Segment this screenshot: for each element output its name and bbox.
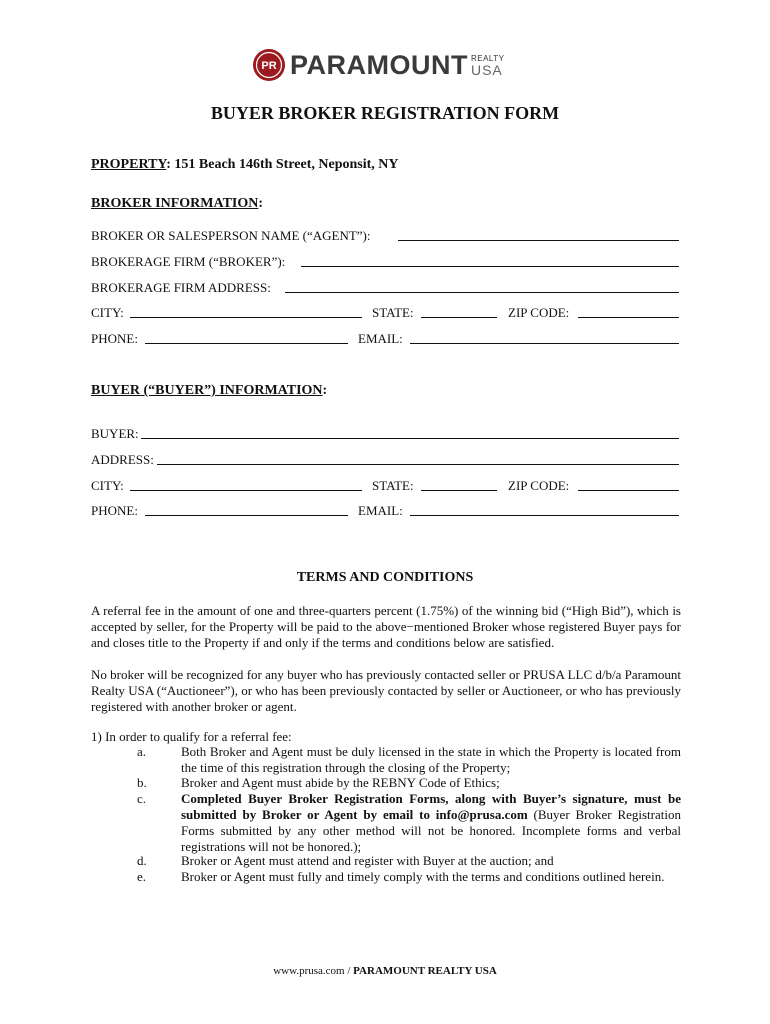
broker-phone-label: PHONE: [91, 331, 138, 346]
broker-info-heading: BROKER INFORMATION: [91, 196, 264, 211]
agent-name-label: BROKER OR SALESPERSON NAME (“AGENT”): [91, 228, 371, 243]
terms-item-letter: d. [137, 853, 147, 868]
form-title: BUYER BROKER REGISTRATION FORM [210, 103, 560, 123]
terms-intro: 1) In order to qualify for a referral fee: [91, 729, 292, 744]
buyer-email-field[interactable] [410, 515, 679, 516]
buyer-zip-label: ZIP CODE: [508, 478, 570, 493]
broker-phone-field[interactable] [145, 343, 348, 344]
broker-email-label: EMAIL: [358, 331, 403, 346]
buyer-city-field[interactable] [130, 490, 362, 491]
terms-item-rest-text: (Buyer Broker Registration Forms submitted by any other method will not be honored. Incomplete forms and verbal registrations will not be honored.); [181, 807, 681, 854]
logo-brand-text: PARAMOUNT [290, 49, 468, 80]
buyer-email-label: EMAIL: [358, 503, 403, 518]
buyer-name-label: BUYER: [91, 426, 139, 441]
terms-item-letter: c. [137, 791, 147, 806]
broker-email-field[interactable] [410, 343, 679, 344]
buyer-phone-field[interactable] [145, 515, 348, 516]
footer-site-link[interactable]: www.prusa.com / [273, 965, 354, 977]
terms-paragraph-1: A referral fee in the amount of one and three-quarters percent (1.75%) of the winning bid (“High Bid”), which is accepted by seller, for the Property will be paid to the above−mentioned Broker whose registered Buyer pays for and closes title to the Property if and only if the terms and conditions below are satisfied. [91, 603, 681, 650]
terms-item-text: Broker or Agent must fully and timely comply with the terms and conditions outlined herein. [181, 869, 665, 884]
buyer-address-field[interactable] [157, 464, 679, 465]
terms-paragraph-2: No broker will be recognized for any buyer who has previously contacted seller or PRUSA LLC d/b/a Paramount Realty USA (“Auctioneer”), or who has been previously contacted by seller or Auctioneer, or who has previously registered with another broker or agent. [91, 667, 681, 714]
svg-text:PR: PR [261, 60, 277, 72]
broker-state-field[interactable] [421, 317, 497, 318]
agent-name-field[interactable] [398, 240, 679, 241]
buyer-address-label: ADDRESS: [91, 452, 154, 467]
firm-address-field[interactable] [285, 292, 679, 293]
property-label: PROPERTY [91, 157, 167, 172]
terms-item-text [181, 791, 681, 855]
logo-usa-text: USA [470, 61, 503, 78]
brokerage-firm-label: BROKERAGE FIRM (“BROKER”): [91, 254, 286, 269]
brokerage-firm-field[interactable] [301, 266, 679, 267]
buyer-state-label: STATE: [372, 478, 414, 493]
terms-item-bold-text: Completed Buyer Broker Registration Forms, along with Buyer’s signature, must be submitted by Broker or Agent by email to info@prusa.com [181, 791, 681, 822]
buyer-city-label: CITY: [91, 478, 124, 493]
property-value: : 151 Beach 146th Street, Neponsit, NY [166, 157, 399, 172]
firm-address-label: BROKERAGE FIRM ADDRESS: [91, 280, 271, 295]
broker-zip-field[interactable] [578, 317, 679, 318]
buyer-name-field[interactable] [141, 438, 679, 439]
terms-item-text: Both Broker and Agent must be duly licensed in the state in which the Property is located from the time of this registration through the closing of the Property; [181, 744, 681, 775]
buyer-phone-label: PHONE: [91, 503, 138, 518]
terms-item-letter: b. [137, 775, 147, 790]
logo-realty-text: REALTY [470, 53, 505, 63]
terms-item-letter: a. [137, 744, 147, 759]
footer-company: PARAMOUNT REALTY USA [353, 965, 497, 977]
terms-item-text: Broker and Agent must abide by the REBNY Code of Ethics; [181, 775, 500, 790]
paramount-logo-icon [252, 48, 286, 82]
terms-heading: TERMS AND CONDITIONS [296, 570, 474, 585]
buyer-state-field[interactable] [421, 490, 497, 491]
terms-item-text: Broker or Agent must attend and register with Buyer at the auction; and [181, 853, 554, 868]
paramount-logo [252, 47, 505, 83]
broker-state-label: STATE: [372, 305, 414, 320]
footer [0, 965, 770, 977]
terms-item-letter: e. [137, 869, 147, 884]
property-line [91, 157, 399, 173]
broker-city-field[interactable] [130, 317, 362, 318]
broker-city-label: CITY: [91, 305, 124, 320]
buyer-zip-field[interactable] [578, 490, 679, 491]
buyer-info-heading: BUYER (“BUYER”) INFORMATION: [91, 383, 328, 398]
broker-zip-label: ZIP CODE: [508, 305, 570, 320]
